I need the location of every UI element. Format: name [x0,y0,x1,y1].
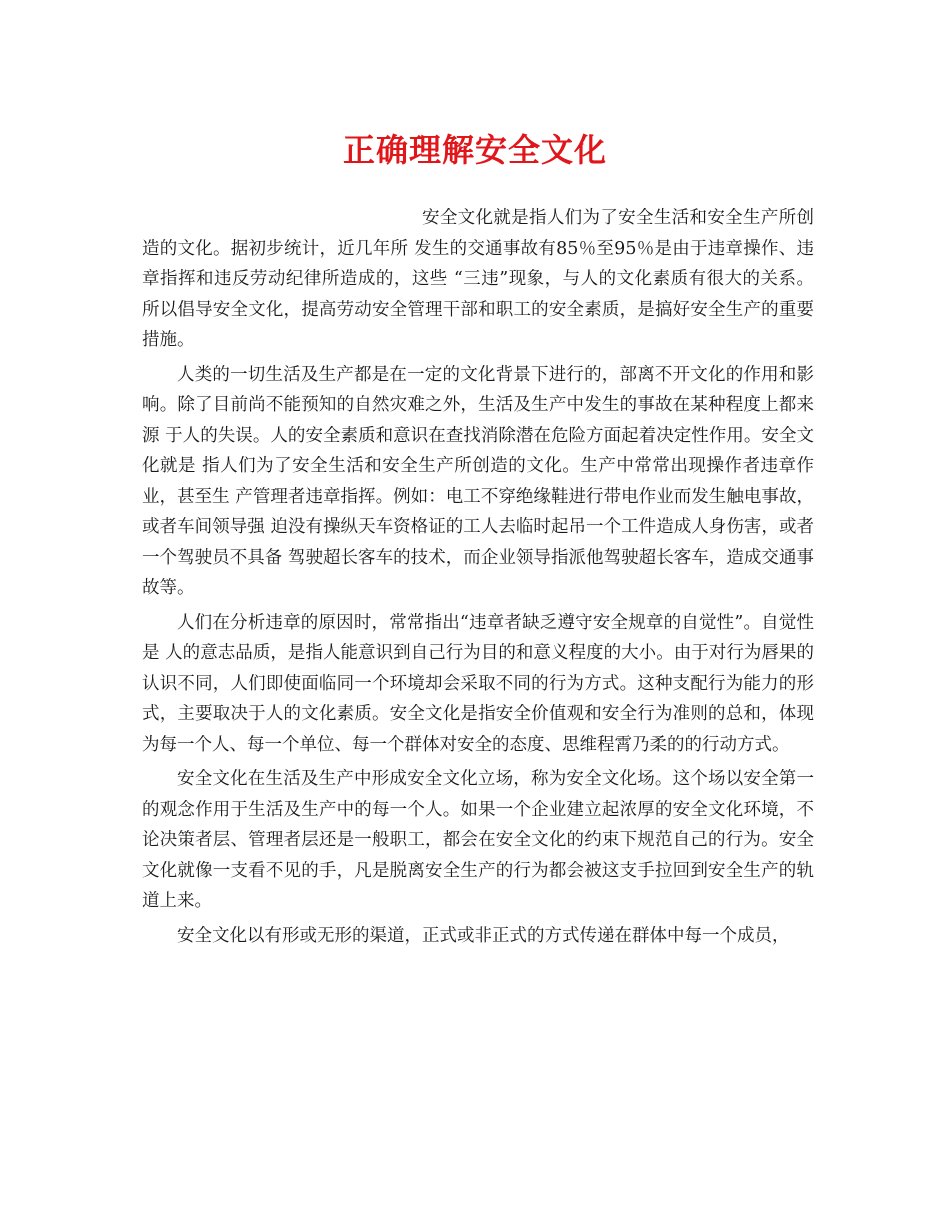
document-body [142,203,814,951]
paragraph: 人们在分析违章的原因时，常常指出“违章者缺乏遵守安全规章的自觉性”。自觉性是 人的意志品质，是指人能意识到自己行为目的和意义程度的大小。由于对行为唇果的认识不同，人们即使面临同一个环境却会采取不同的行为方式。这种支配行为能力的形式，主要取决于人的文化素质。安全文化是指安全价值观和安全行为准则的总和，体现为每一个人、每一个单位、每一个群体对安全的态度、思维程霄乃柔的的行动方式。 [142,612,814,755]
paragraph: 安全文化以有形或无形的渠道，正式或非正式的方式传递在群体中每一个成员， [177,925,790,946]
document-title: 正确理解安全文化 [342,131,607,169]
paragraph: 安全文化在生活及生产中形成安全文化立场，称为安全文化场。这个场以安全第一的观念作用于生活及生产中的每一个人。如果一个企业建立起浓厚的安全文化环境，不论决策者层、管理者层还是一般职工，都会在安全文化的约束下规范自己的行为。安全文化就像一支看不见的手，凡是脱离安全生产的行为都会被这支手拉回到安全生产的轨道上来。 [142,769,814,911]
paragraph: 安全文化就是指人们为了安全生活和安全生产所创造的文化。据初步统计，近几年所 发生的交通事故有85％至95％是由于违章操作、违章指挥和违反劳动纪律所造成的，这些 “三违”现象，与人的文化素质有很大的关系。 所以倡导安全文化，提高劳动安全管理干部和职工的安全素质，是搞好安全生产的重要措施。 [142,208,814,350]
paragraph: 人类的一切生活及生产都是在一定的文化背景下进行的，部离不开文化的作用和影 响。除了目前尚不能预知的自然灾难之外，生活及生产中发生的事故在某种程度上都来源 于人的失误。人的安全素质和意识在查找消除潜在危险方面起着决定性作用。安全文化就是 指人们为了安全生活和安全生产所创造的文化。生产中常常出现操作者违章作业，甚至生 产管理者违章指挥。例如：电工不穿绝缘鞋进行带电作业而发生触电事故，或者车间领导强 迫没有操纵天车资格证的工人去临时起吊一个工件造成人身伤害，或者一个驾驶员不具备 驾驶超长客车的技术，而企业领导指派他驾驶超长客车，造成交通事故等。 [142,364,814,598]
